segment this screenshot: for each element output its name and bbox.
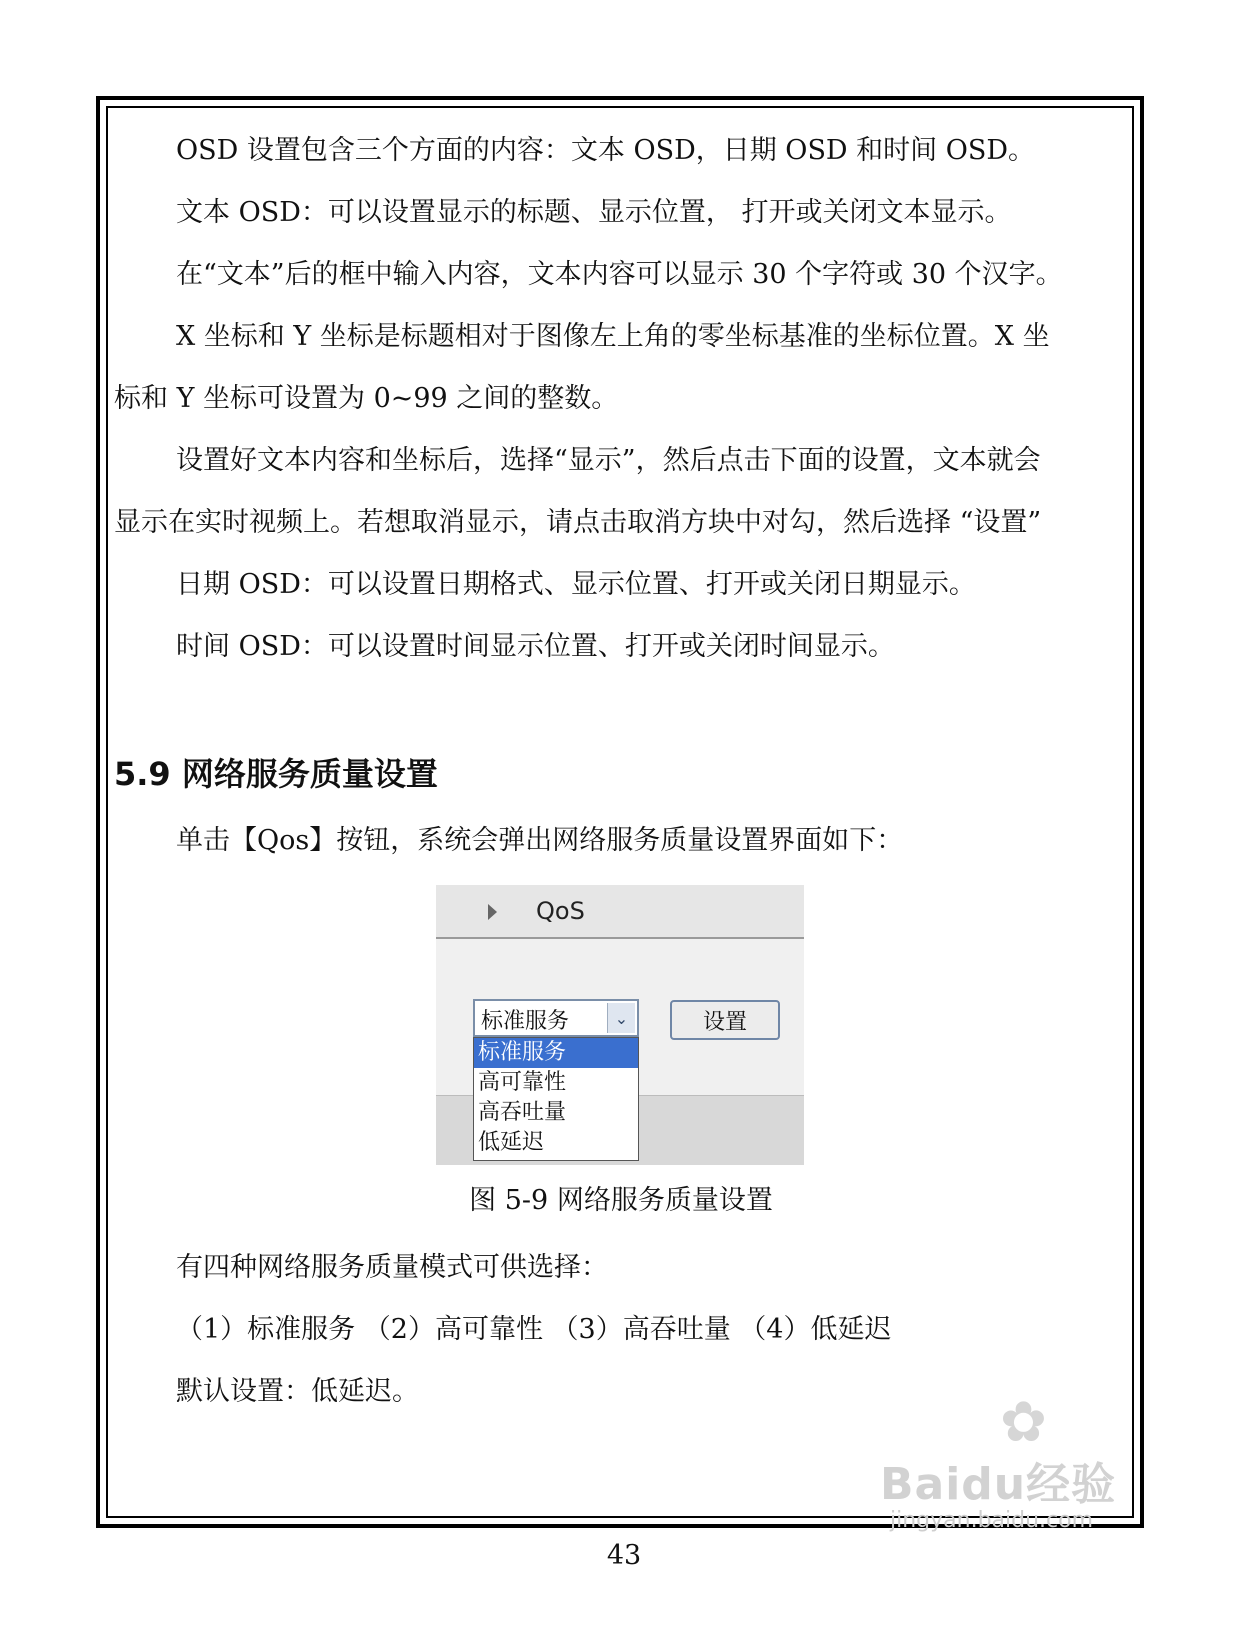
paragraph: OSD 设置包含三个方面的内容：文本 OSD，日期 OSD 和时间 OSD。 [176, 135, 1036, 166]
section-heading: 5.9 网络服务质量设置 [114, 755, 438, 793]
paw-logo-icon: ✿ [1000, 1390, 1047, 1455]
watermark-url: jingyan.baidu.com [890, 1508, 1094, 1533]
paragraph: 文本 OSD：可以设置显示的标题、显示位置， 打开或关闭文本显示。 [176, 197, 1012, 228]
paragraph: 在“文本”后的框中输入内容，文本内容可以显示 30 个字符或 30 个汉字。 [176, 259, 1063, 290]
chevron-down-icon[interactable]: ⌄ [607, 1003, 635, 1033]
qos-title: QoS [536, 897, 585, 925]
paragraph: （1）标准服务 （2）高可靠性 （3）高吞吐量 （4）低延迟 [176, 1314, 892, 1345]
set-button[interactable]: 设置 [670, 1000, 780, 1040]
paragraph: 默认设置：低延迟。 [176, 1376, 419, 1407]
paragraph: 有四种网络服务质量模式可供选择： [176, 1252, 608, 1283]
qos-options-list [473, 1037, 639, 1161]
paragraph: 日期 OSD：可以设置日期格式、显示位置、打开或关闭日期显示。 [176, 569, 976, 600]
qos-mode-select[interactable] [473, 999, 639, 1037]
paragraph: 时间 OSD：可以设置时间显示位置、打开或关闭时间显示。 [176, 631, 895, 662]
option-low-latency[interactable]: 低延迟 [478, 1130, 545, 1155]
page-content [114, 120, 1128, 1407]
figure-caption: 图 5-9 网络服务质量设置 [469, 1185, 773, 1216]
select-value: 标准服务 [481, 1009, 570, 1034]
watermark-brand: Baidu经验 [880, 1459, 1117, 1510]
qos-header[interactable] [436, 885, 804, 939]
paragraph: 设置好文本内容和坐标后，选择“显示”，然后点击下面的设置，文本就会 [176, 445, 1041, 476]
intro-paragraph: 单击【Qos】按钮，系统会弹出网络服务质量设置界面如下： [176, 825, 904, 856]
option-high-reliability[interactable]: 高可靠性 [478, 1070, 567, 1095]
page-number: 43 [606, 1540, 642, 1571]
paragraph: 显示在实时视频上。若想取消显示，请点击取消方块中对勾，然后选择 “设置” [114, 507, 1042, 538]
qos-screenshot [436, 885, 804, 1165]
baidu-watermark [880, 1390, 1180, 1540]
expand-arrow-icon [488, 904, 497, 920]
option-standard[interactable]: 标准服务 [474, 1038, 638, 1068]
option-high-throughput[interactable]: 高吞吐量 [478, 1100, 567, 1125]
paragraph: 标和 Y 坐标可设置为 0~99 之间的整数。 [114, 383, 619, 414]
paragraph: X 坐标和 Y 坐标是标题相对于图像左上角的零坐标基准的坐标位置。X 坐 [176, 321, 1050, 352]
